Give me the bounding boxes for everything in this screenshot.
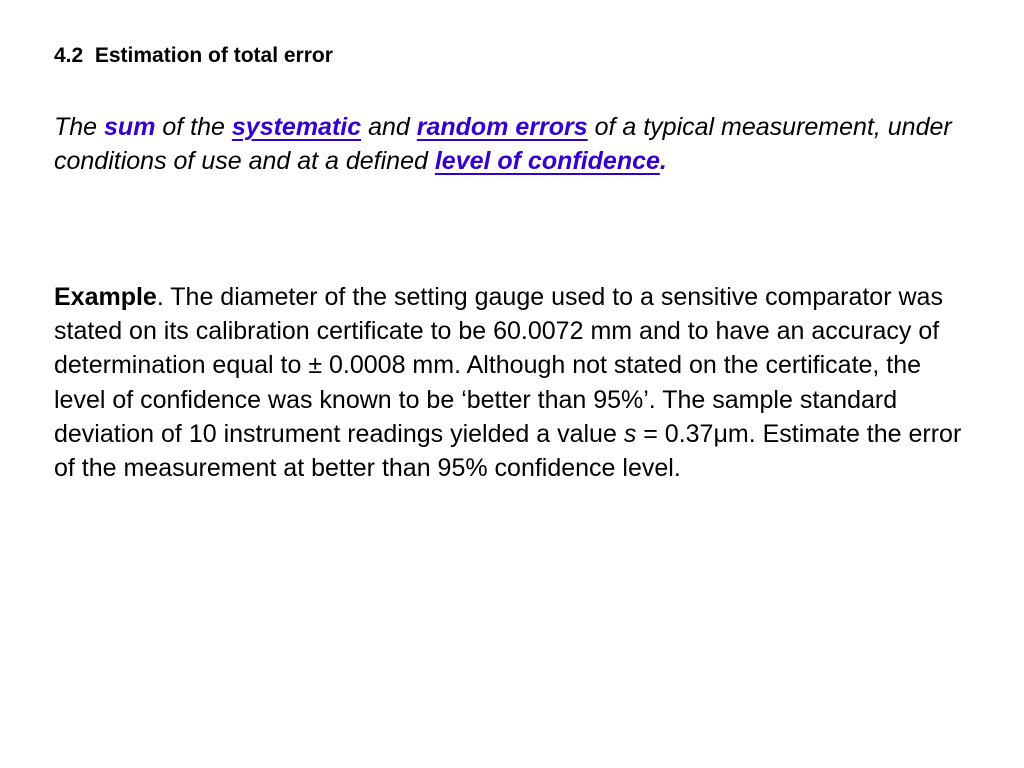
term-random-errors-link[interactable]: random errors [416, 113, 588, 141]
example-text: = 0.37 [636, 419, 714, 448]
section-number: 4.2 [54, 44, 84, 67]
term-systematic-link[interactable]: systematic [231, 113, 362, 141]
definition-text: The [54, 113, 105, 141]
example-text: m. Estimate the error of the measurement at better than 95% confidence level. [54, 419, 962, 483]
example-text: 0.0008 mm. Although not stated on the certificate, the level of confidence was known to be ‘better than 95%’. The sample standard deviation of 10 instrument readings yielded a value [54, 351, 922, 448]
variable-s: s [623, 419, 637, 448]
definition-period: . [659, 147, 667, 175]
example-label: Example [54, 283, 157, 311]
term-level-of-confidence-link[interactable]: level of confidence [434, 147, 660, 175]
definition-text: and [361, 113, 417, 141]
example-text: . The diameter of the setting gauge used to a sensitive comparator was stated on its calibration certificate to be 60.0072 mm and to have an accuracy of determination equal to [54, 283, 943, 380]
definition-paragraph [54, 110, 954, 178]
definition-text: of a typical measurement, under conditions of use and at a defined [54, 113, 952, 175]
micro-symbol: μ [713, 419, 728, 448]
term-sum: sum [104, 113, 156, 141]
definition-text: of the [155, 113, 232, 141]
section-heading [54, 43, 333, 69]
section-title: Estimation of total error [94, 44, 333, 67]
example-paragraph [54, 280, 974, 485]
plus-minus-symbol: ± [308, 351, 323, 380]
